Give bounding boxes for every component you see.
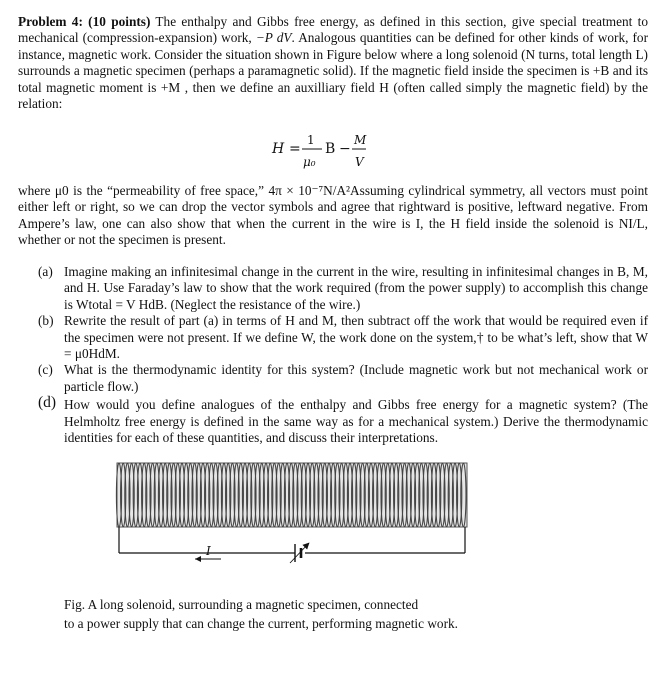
part-a-label: (a) — [38, 264, 53, 279]
formula-one: 1 — [307, 133, 315, 147]
current-label: I — [206, 544, 211, 558]
part-d-label: (d) — [38, 394, 57, 412]
intro-text-a: The enthalpy and Gibbs free energy, as defined in this section, give special treatment to mechanical (compression-expansion) work, — [18, 14, 648, 46]
caption-line-1: Fig. A long solenoid, surrounding a magnetic specimen, connected — [64, 597, 419, 612]
part-b-text: Rewrite the result of part (a) in terms of H and M, then subtract off the work that would be required even if the specimen were not present. If we define W, the work done on the system,† to be what’s left, show that W = μ0HdM. — [64, 313, 648, 362]
part-c-text: What is the thermodynamic identity for this system? (Include magnetic work but not mechanical work or particle flow.) — [64, 362, 648, 394]
part-d-text: How would you define analogues of the enthalpy and Gibbs free energy for a magnetic system? (The Helmholtz free energy is defined in the same way as for a mechanical system.) Derive the thermodynamic identities for each of these quantities, and discuss their interpretations. — [64, 397, 648, 446]
intro-text-b: . Analogous quantities can be defined for other kinds of work, for instance, magnetic work. Consider the situation shown in Figure below where a long solenoid (N turns, total length L) surrounds a magnetic specimen (perhaps a paramagnetic solid). If the magnetic field inside the specimen is +B and its total magnetic moment is +M , then we define an auxilliary field H (often called simply the magnetic field) by the relation: — [18, 30, 648, 112]
circuit-wire — [119, 527, 465, 553]
h-field-formula — [0, 126, 668, 174]
problem-heading: Problem 4: (10 points) — [18, 14, 151, 29]
part-a — [38, 264, 648, 313]
caption-line-2: to a power supply that can change the current, performing magnetic work. — [64, 616, 458, 631]
formula-B: B — [325, 141, 336, 157]
formula-V: V — [355, 155, 364, 169]
part-c-label: (c) — [38, 362, 53, 378]
permeability-paragraph: where μ0 is the “permeability of free space,” 4π × 10⁻⁷N/A²Assuming cylindrical symmetry, all vectors must point either left or right, so we can drop the vector symbols and agree that rightward is positive, leftward negative. From Ampere’s law, one can also show that when the current in the wire is I, the H field inside the solenoid is NI/L, whether or not the specimen is present. — [18, 183, 648, 248]
formula-M: M — [354, 133, 367, 147]
intro-pdv: −P dV — [255, 30, 292, 46]
formula-eq: = — [289, 141, 301, 157]
formula-lhs: H — [272, 141, 285, 157]
solenoid-figure — [95, 455, 485, 580]
problem-statement — [18, 14, 648, 112]
formula-mu0: μ₀ — [303, 155, 316, 169]
solenoid-coil — [116, 463, 467, 527]
parts-list — [38, 264, 648, 446]
part-b-label: (b) — [38, 313, 54, 329]
figure-caption — [64, 595, 544, 633]
part-d — [38, 394, 648, 446]
part-b — [38, 313, 648, 362]
formula-minus: − — [339, 141, 351, 157]
part-a-text: Imagine making an infinitesimal change in the current in the wire, resulting in infinitesimal changes in B, M, and H. Use Faraday’s law to show that the work required (from the power supply) to accomplish this change is Wtotal = V HdB. (Neglect the resistance of the wire.) — [64, 264, 648, 312]
part-c — [38, 362, 648, 395]
